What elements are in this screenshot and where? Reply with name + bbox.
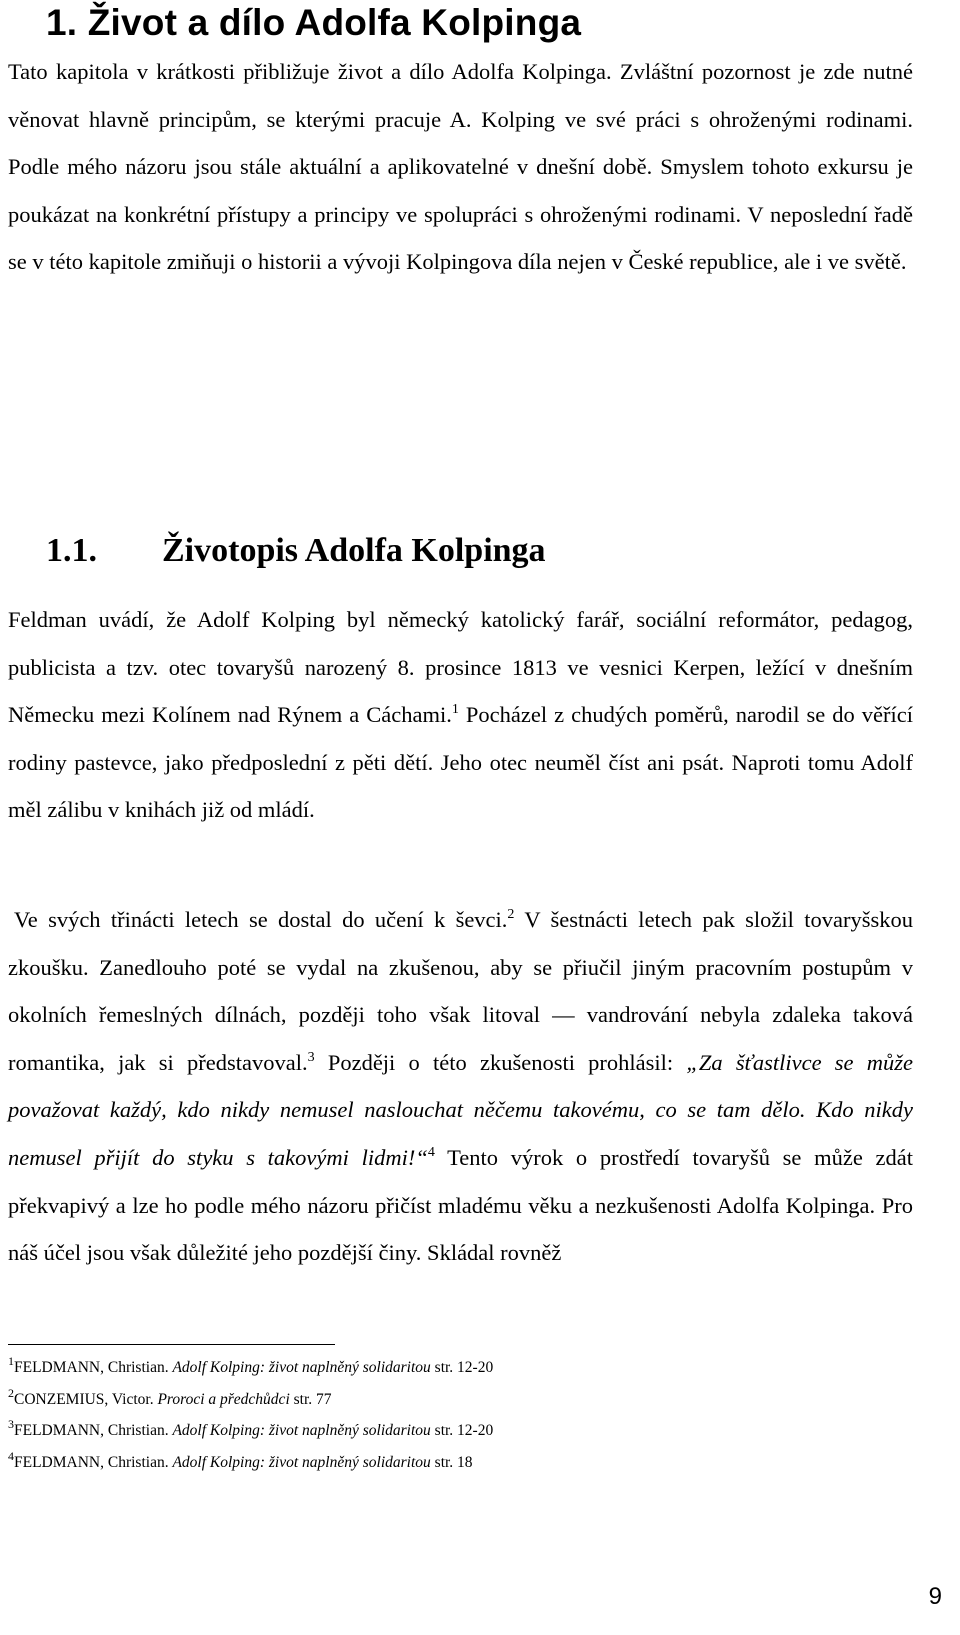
footnote-pages: str. 18: [430, 1453, 473, 1471]
section-number: 1.1.: [46, 532, 97, 569]
footnote-number: 1: [8, 1354, 14, 1368]
footnote-ref[interactable]: 3: [307, 1049, 315, 1065]
footnote-pages: str. 77: [289, 1390, 332, 1408]
footnote-title: Proroci a předchůdci: [157, 1390, 290, 1408]
footnotes-list: [8, 1352, 908, 1478]
footnote-author: FELDMANN, Christian.: [14, 1453, 173, 1471]
paragraph-text: Ve svých třinácti letech se dostal do učení k ševci.: [14, 907, 508, 932]
footnote-pages: str. 12-20: [430, 1359, 494, 1376]
biography-paragraph-2: [8, 896, 913, 1277]
footnote-item: [8, 1415, 908, 1447]
paragraph-text: Tento výrok o prostředí tovaryšů se může zdát překvapivý a lze ho podle mého názoru přičíst mladému věku a nezkušenosti Adolfa Kolpinga. Pro náš účel jsou však důležité jeho pozdější činy. Skládal rovněž: [8, 1144, 913, 1266]
biography-paragraph-1: [8, 596, 913, 834]
footnote-pages: str. 12-20: [430, 1422, 494, 1439]
footnote-number: 4: [8, 1448, 14, 1463]
section-title: Životopis Adolfa Kolpinga: [162, 532, 546, 569]
paragraph-text: Pocházel z chudých poměrů, narodil se do věřící rodiny pastevce, jako předposlední z pěti dětí. Jeho otec neuměl číst ani psát. Naproti tomu Adolf měl zálibu v knihách již od mládí.: [8, 702, 913, 823]
paragraph-text: Později o této zkušenosti prohlásil:: [314, 1049, 687, 1075]
paragraph-text: Feldman uvádí, že Adolf Kolping byl německý katolický farář, sociální reformátor, pedagog, publicista a tzv. otec tovaryšů narozený 8. prosince 1813 ve vesnici Kerpen, ležící v dnešním Německu mezi Kolínem nad Rýnem a Cáchami.: [8, 607, 913, 728]
footnote-author: FELDMANN, Christian.: [14, 1359, 173, 1376]
section-heading: [46, 532, 546, 570]
footnote-title: Adolf Kolping: život naplněný solidaritou: [172, 1422, 431, 1439]
footnote-number: 2: [8, 1385, 14, 1400]
kolping-quote: „Za šťastlivce se může považovat každý, kdo nikdy nemusel naslouchat něčemu takovému, co se tam dělo. Kdo nikdy nemusel přijít do styku s takovými lidmi!“: [8, 1049, 913, 1170]
footnote-title: Adolf Kolping: život naplněný solidaritou: [172, 1453, 431, 1471]
chapter-intro-paragraph: Tato kapitola v krátkosti přibližuje život a dílo Adolfa Kolpinga. Zvláštní pozornost je zde nutné věnovat hlavně principům, se kterými pracuje A. Kolping ve své práci s ohroženými rodinami. Podle mého názoru jsou stále aktuální a aplikovatelné v dnešní době. Smyslem tohoto exkursu je poukázat na konkrétní přístupy a principy ve spolupráci s ohroženými rodinami. V neposlední řadě se v této kapitole zmiňuji o historii a vývoji Kolpingova díla nejen v České republice, ale i ve světě.: [8, 59, 913, 275]
footnote-ref[interactable]: 4: [427, 1144, 435, 1160]
paragraph-text: V šestnácti letech pak složil tovaryšskou zkoušku. Zanedlouho poté se vydal na zkušenou, aby se přiučil jiným pracovním postupům v okolních řemeslných dílnách, později toho však litoval — vandrování nebyla zdaleka taková romantika, jak si představoval.: [8, 907, 913, 1075]
footnote-author: FELDMANN, Christian.: [14, 1422, 173, 1439]
footnote-author: CONZEMIUS, Victor.: [14, 1390, 158, 1408]
footnote-separator: [8, 1344, 335, 1345]
footnote-title: Adolf Kolping: život naplněný solidaritou: [172, 1359, 431, 1376]
chapter-heading: 1. Život a dílo Adolfa Kolpinga: [46, 2, 582, 43]
page-number: 9: [928, 1583, 942, 1610]
footnote-number: 3: [8, 1417, 14, 1431]
footnote-item: [8, 1447, 908, 1479]
footnote-ref[interactable]: 2: [507, 907, 515, 922]
footnote-item: [8, 1352, 908, 1384]
footnote-ref[interactable]: 1: [451, 702, 459, 718]
footnote-item: [8, 1384, 908, 1416]
